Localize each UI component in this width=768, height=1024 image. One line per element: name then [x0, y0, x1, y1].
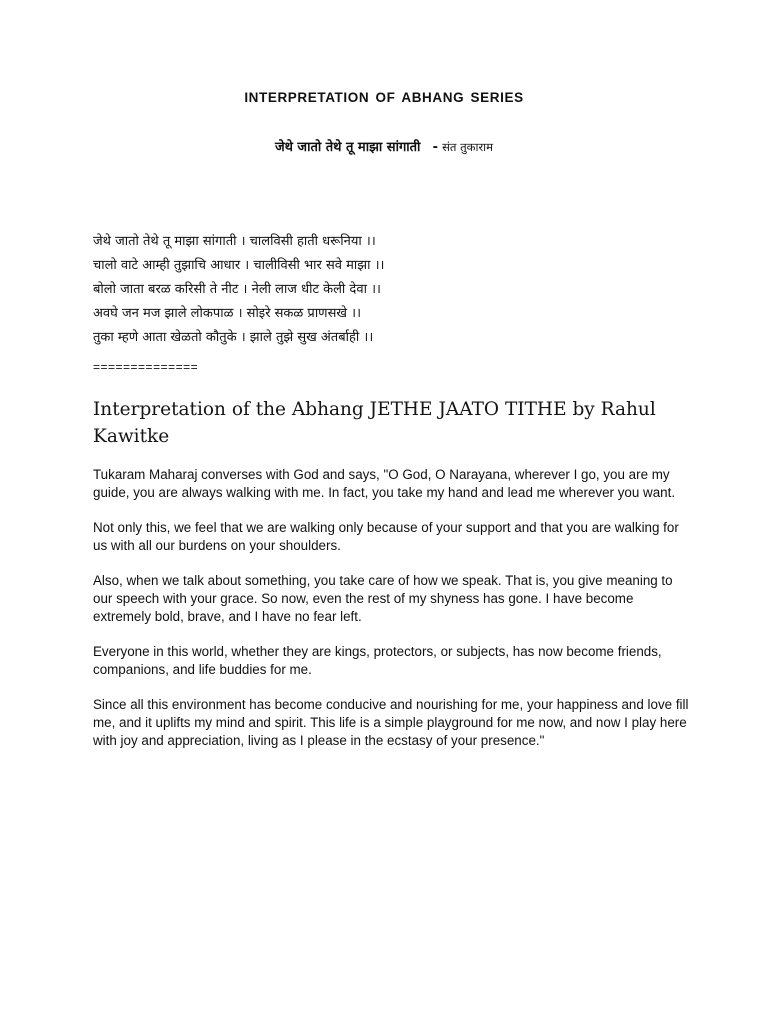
paragraph-1: Tukaram Maharaj converses with God and says, "O God, O Narayana, wherever I go, you are my guide, you are always walking with me. In fact, you take my hand and lead me wherever you want.: [93, 467, 676, 500]
interpretation-body: [93, 466, 693, 767]
subtitle-verse: जेथे जातो तेथे तू माझा सांगाती: [274, 140, 421, 155]
abhang-line-1: जेथे जातो तेथे तू माझा सांगाती । चालविसी हाती धरूनिया ।।: [93, 234, 376, 249]
paragraph-5: Since all this environment has become conducive and nourishing for me, your happiness and love fill me, and it uplifts my mind and spirit. This life is a simple playground for me now, and now I play here with joy and appreciation, living as I please in the ecstasy of your presence.": [93, 697, 689, 748]
abhang-line-4: अवघे जन मज झाले लोकपाळ । सोइरे सकळ प्राणसखे ।।: [93, 306, 361, 321]
subtitle-author: संत तुकाराम: [442, 140, 494, 154]
abhang-subtitle: [0, 137, 768, 155]
series-title: INTERPRETATION OF ABHANG SERIES: [244, 90, 524, 105]
abhang-verses: [93, 230, 713, 350]
subtitle-dash: -: [432, 140, 438, 155]
interpretation-heading: Interpretation of the Abhang JETHE JAATO TITHE by Rahul Kawitke: [93, 399, 656, 447]
paragraph-3: Also, when we talk about something, you take care of how we speak. That is, you give meaning to our speech with your grace. So now, even the rest of my shyness has gone. I have become extremely bold, brave, and I have no fear left.: [93, 573, 673, 624]
abhang-line-3: बोलो जाता बरळ करिसी ते नीट । नेली लाज धीट केली देवा ।।: [93, 282, 381, 297]
paragraph-4: Everyone in this world, whether they are kings, protectors, or subjects, has now become friends, companions, and life buddies for me.: [93, 644, 662, 677]
abhang-line-5: तुका म्हणे आता खेळतो कौतुके । झाले तुझे सुख अंतर्बाही ।।: [93, 330, 374, 345]
separator-line: ==============: [93, 360, 199, 374]
paragraph-2: Not only this, we feel that we are walking only because of your support and that you are walking for us with all our burdens on your shoulders.: [93, 520, 679, 553]
abhang-line-2: चालो वाटे आम्ही तुझाचि आधार । चालीविसी भार सवे माझा ।।: [93, 258, 385, 273]
